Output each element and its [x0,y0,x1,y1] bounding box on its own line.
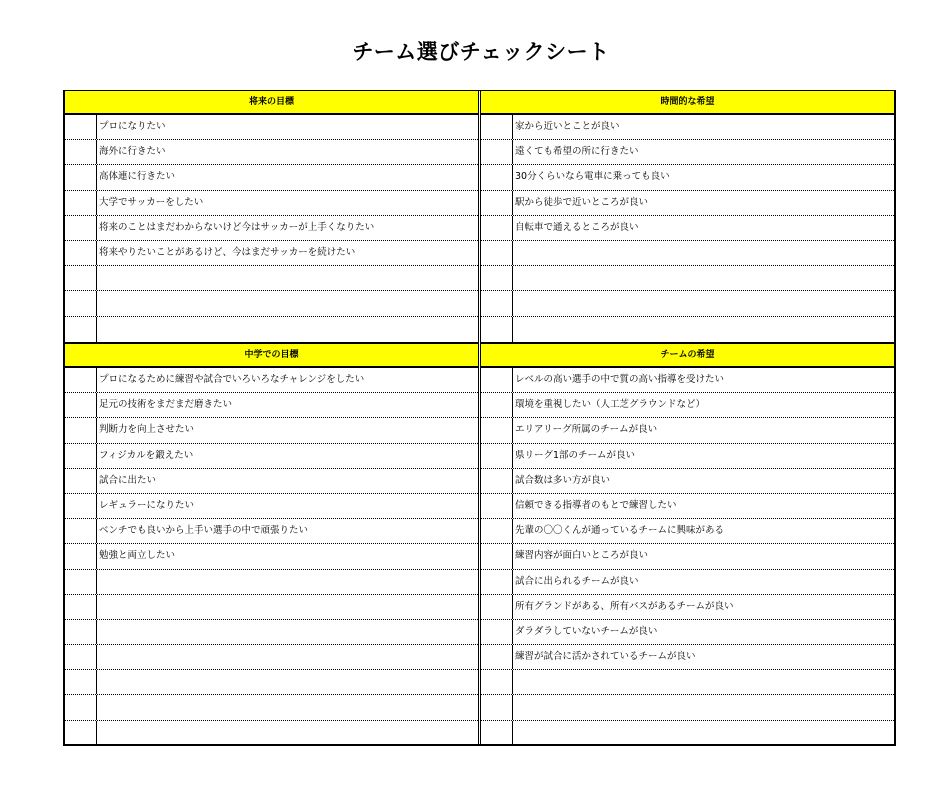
checkbox-cell[interactable] [65,721,97,746]
checklist-item-text [99,721,476,746]
team-wishes-rows [481,368,894,746]
middle-school-goals-rows [65,368,478,746]
checklist-item-text [99,266,476,290]
checkbox-cell[interactable] [65,544,97,568]
checkbox-cell[interactable] [481,595,513,619]
checklist-row [65,695,478,720]
checkbox-cell[interactable] [481,620,513,644]
checklist-item-text: プロになるために練習や試合でいろいろなチャレンジをしたい [99,374,365,385]
checkbox-cell[interactable] [481,645,513,669]
checkbox-cell[interactable] [65,368,97,392]
future-goals-header: 将来の目標 [65,91,478,115]
checklist-row [481,620,894,645]
checklist-row [481,115,894,140]
checklist-row [65,291,478,316]
checklist-row [481,317,894,342]
checklist-row [65,317,478,342]
checklist-item-text: 試合に出られるチームが良い [515,575,639,587]
checklist-row [481,191,894,216]
checklist-item-text: 練習内容が面白いところが良い [515,550,649,562]
checklist-item-text: 所有グランドがある、所有バスがあるチームが良い [515,600,734,612]
checklist-row [481,469,894,494]
checklist-item-text: エリアリーグ所属のチームが良い [515,424,658,436]
checkbox-cell[interactable] [65,291,97,315]
checklist-item-text: レベルの高い選手の中で質の高い指導を受けたい [515,374,725,385]
checklist-item-text: 勉強と両立したい [99,550,176,562]
checklist-item-text: 環境を重視したい（人工芝グラウンドなど） [515,399,706,411]
checkbox-cell[interactable] [481,393,513,417]
checklist-row [65,519,478,544]
checklist-row [65,393,478,418]
checklist-row [65,368,478,393]
checkbox-cell[interactable] [481,140,513,164]
checklist-item-text: 練習が試合に活かされているチームが良い [515,651,696,663]
checklist-row [481,494,894,519]
checkbox-cell[interactable] [481,216,513,240]
checklist-row [65,570,478,595]
future-goals-rows [65,115,478,342]
checklist-row [481,418,894,443]
checkbox-cell[interactable] [65,418,97,442]
checklist-item-text [515,241,892,265]
time-wishes-section [481,91,894,342]
checklist-item-text: 家から近いとことが良い [515,121,620,132]
checklist-row [481,165,894,190]
checkbox-cell[interactable] [481,444,513,468]
checkbox-cell[interactable] [65,393,97,417]
checkbox-cell[interactable] [65,469,97,493]
checklist-row [65,191,478,216]
checklist-row [481,570,894,595]
checklist-item-text: 自転車で通えるところが良い [515,221,639,233]
checklist-row [481,544,894,569]
checklist-item-text: 海外に行きたい [99,146,166,158]
checklist-row [481,595,894,620]
checklist-row [65,241,478,266]
page-title: チーム選びチェックシート [352,40,610,64]
checklist-row [65,620,478,645]
checklist-item-text: 試合に出たい [99,474,157,486]
checklist-item-text: プロになりたい [99,121,166,132]
checkbox-cell[interactable] [481,191,513,215]
checkbox-cell[interactable] [65,670,97,694]
checkbox-cell[interactable] [481,519,513,543]
team-wishes-section [481,342,894,746]
checkbox-cell[interactable] [65,317,97,342]
checklist-item-text [515,670,892,694]
checkbox-cell[interactable] [65,645,97,669]
checklist-item-text: 将来やりたいことがあるけど、今はまだサッカーを続けたい [99,246,356,258]
checklist-row [481,140,894,165]
future-goals-section [65,91,478,342]
checklist-item-text [515,291,892,315]
checklist-row [481,393,894,418]
checklist-row [481,368,894,393]
checkbox-cell[interactable] [65,115,97,139]
checkbox-cell[interactable] [481,570,513,594]
checkbox-cell[interactable] [481,241,513,265]
checklist-item-text [99,695,476,719]
left-column [65,91,478,744]
checklist-row [481,519,894,544]
checkbox-cell[interactable] [65,570,97,594]
checkbox-cell[interactable] [65,266,97,290]
checklist-row [65,165,478,190]
checkbox-cell[interactable] [481,695,513,719]
checklist-row [65,645,478,670]
checklist-item-text: 信頼できる指導者のもとで練習したい [515,499,677,511]
checklist-item-text: レギュラーになりたい [99,499,195,511]
checkbox-cell[interactable] [481,721,513,746]
checkbox-cell[interactable] [65,444,97,468]
checklist-row [481,721,894,746]
checklist-item-text: 30分くらいなら電車に乗っても良い [515,171,670,183]
checkbox-cell[interactable] [481,266,513,290]
checklist-row [65,266,478,291]
checkbox-cell[interactable] [481,317,513,342]
checkbox-cell[interactable] [65,191,97,215]
checkbox-cell[interactable] [65,519,97,543]
checkbox-cell[interactable] [481,494,513,518]
checklist-item-text [99,620,476,644]
checklist-row [481,291,894,316]
right-column [481,91,894,744]
time-wishes-header: 時間的な希望 [481,91,894,115]
middle-school-goals-header: 中学での目標 [65,342,478,368]
checkbox-cell[interactable] [481,670,513,694]
checklist-row [65,670,478,695]
checkbox-cell[interactable] [65,165,97,189]
checklist-row [481,266,894,291]
checklist-item-text [99,570,476,594]
checklist-item-text: 大学でサッカーをしたい [99,196,204,208]
checkbox-cell[interactable] [65,241,97,265]
checklist-row [65,544,478,569]
checklist-row [65,115,478,140]
checklist-row [65,469,478,494]
checklist-item-text: フィジカルを鍛えたい [99,449,194,461]
checklist-item-text [515,266,892,290]
checklist-row [65,418,478,443]
middle-school-goals-section [65,342,478,746]
checklist-row [481,670,894,695]
checklist-item-text [99,670,476,694]
checklist-row [65,721,478,746]
checkbox-cell[interactable] [65,494,97,518]
checklist-item-text: 駅から徒歩で近いところが良い [515,196,649,208]
checklist-row [65,444,478,469]
checklist-item-text [515,317,892,342]
checkbox-cell[interactable] [481,469,513,493]
checklist-item-text: 県リーグ1部のチームが良い [515,449,636,461]
checklist-item-text: 足元の技術をまだまだ磨きたい [99,399,233,411]
checklist-row [65,140,478,165]
checklist-item-text [99,595,476,619]
checklist-item-text: 将来のことはまだわからないけど今はサッカーが上手くなりたい [99,221,375,233]
checkbox-cell[interactable] [481,418,513,442]
checklist-row [481,241,894,266]
checklist-item-text: 試合数は多い方が良い [515,474,611,486]
checklist-item-text: 遠くても希望の所に行きたい [515,146,639,158]
checklist-row [65,595,478,620]
checklist-item-text: 先輩の〇〇くんが通っているチームに興味がある [515,525,725,537]
checklist-row [481,216,894,241]
checklist-row [481,645,894,670]
checklist-item-text [515,721,892,746]
checkbox-cell[interactable] [481,115,513,139]
checkbox-cell[interactable] [65,140,97,164]
checklist-sheet [63,90,896,746]
checkbox-cell[interactable] [65,216,97,240]
checklist-item-text [99,645,476,669]
checklist-row [481,695,894,720]
checklist-item-text: ベンチでも良いから上手い選手の中で頑張りたい [99,525,309,537]
checkbox-cell[interactable] [65,595,97,619]
checkbox-cell[interactable] [481,291,513,315]
checklist-row [65,494,478,519]
checkbox-cell[interactable] [65,695,97,719]
checklist-item-text: 高体連に行きたい [99,171,176,183]
checkbox-cell[interactable] [481,368,513,392]
checkbox-cell[interactable] [481,165,513,189]
checklist-item-text: 判断力を向上させたい [99,424,195,436]
checklist-item-text: ダラダラしていないチームが良い [515,625,658,637]
checklist-item-text [99,291,476,315]
checklist-item-text [515,695,892,719]
checklist-item-text [99,317,476,342]
team-wishes-header: チームの希望 [481,342,894,368]
checklist-row [65,216,478,241]
checkbox-cell[interactable] [481,544,513,568]
time-wishes-rows [481,115,894,342]
checkbox-cell[interactable] [65,620,97,644]
checklist-row [481,444,894,469]
